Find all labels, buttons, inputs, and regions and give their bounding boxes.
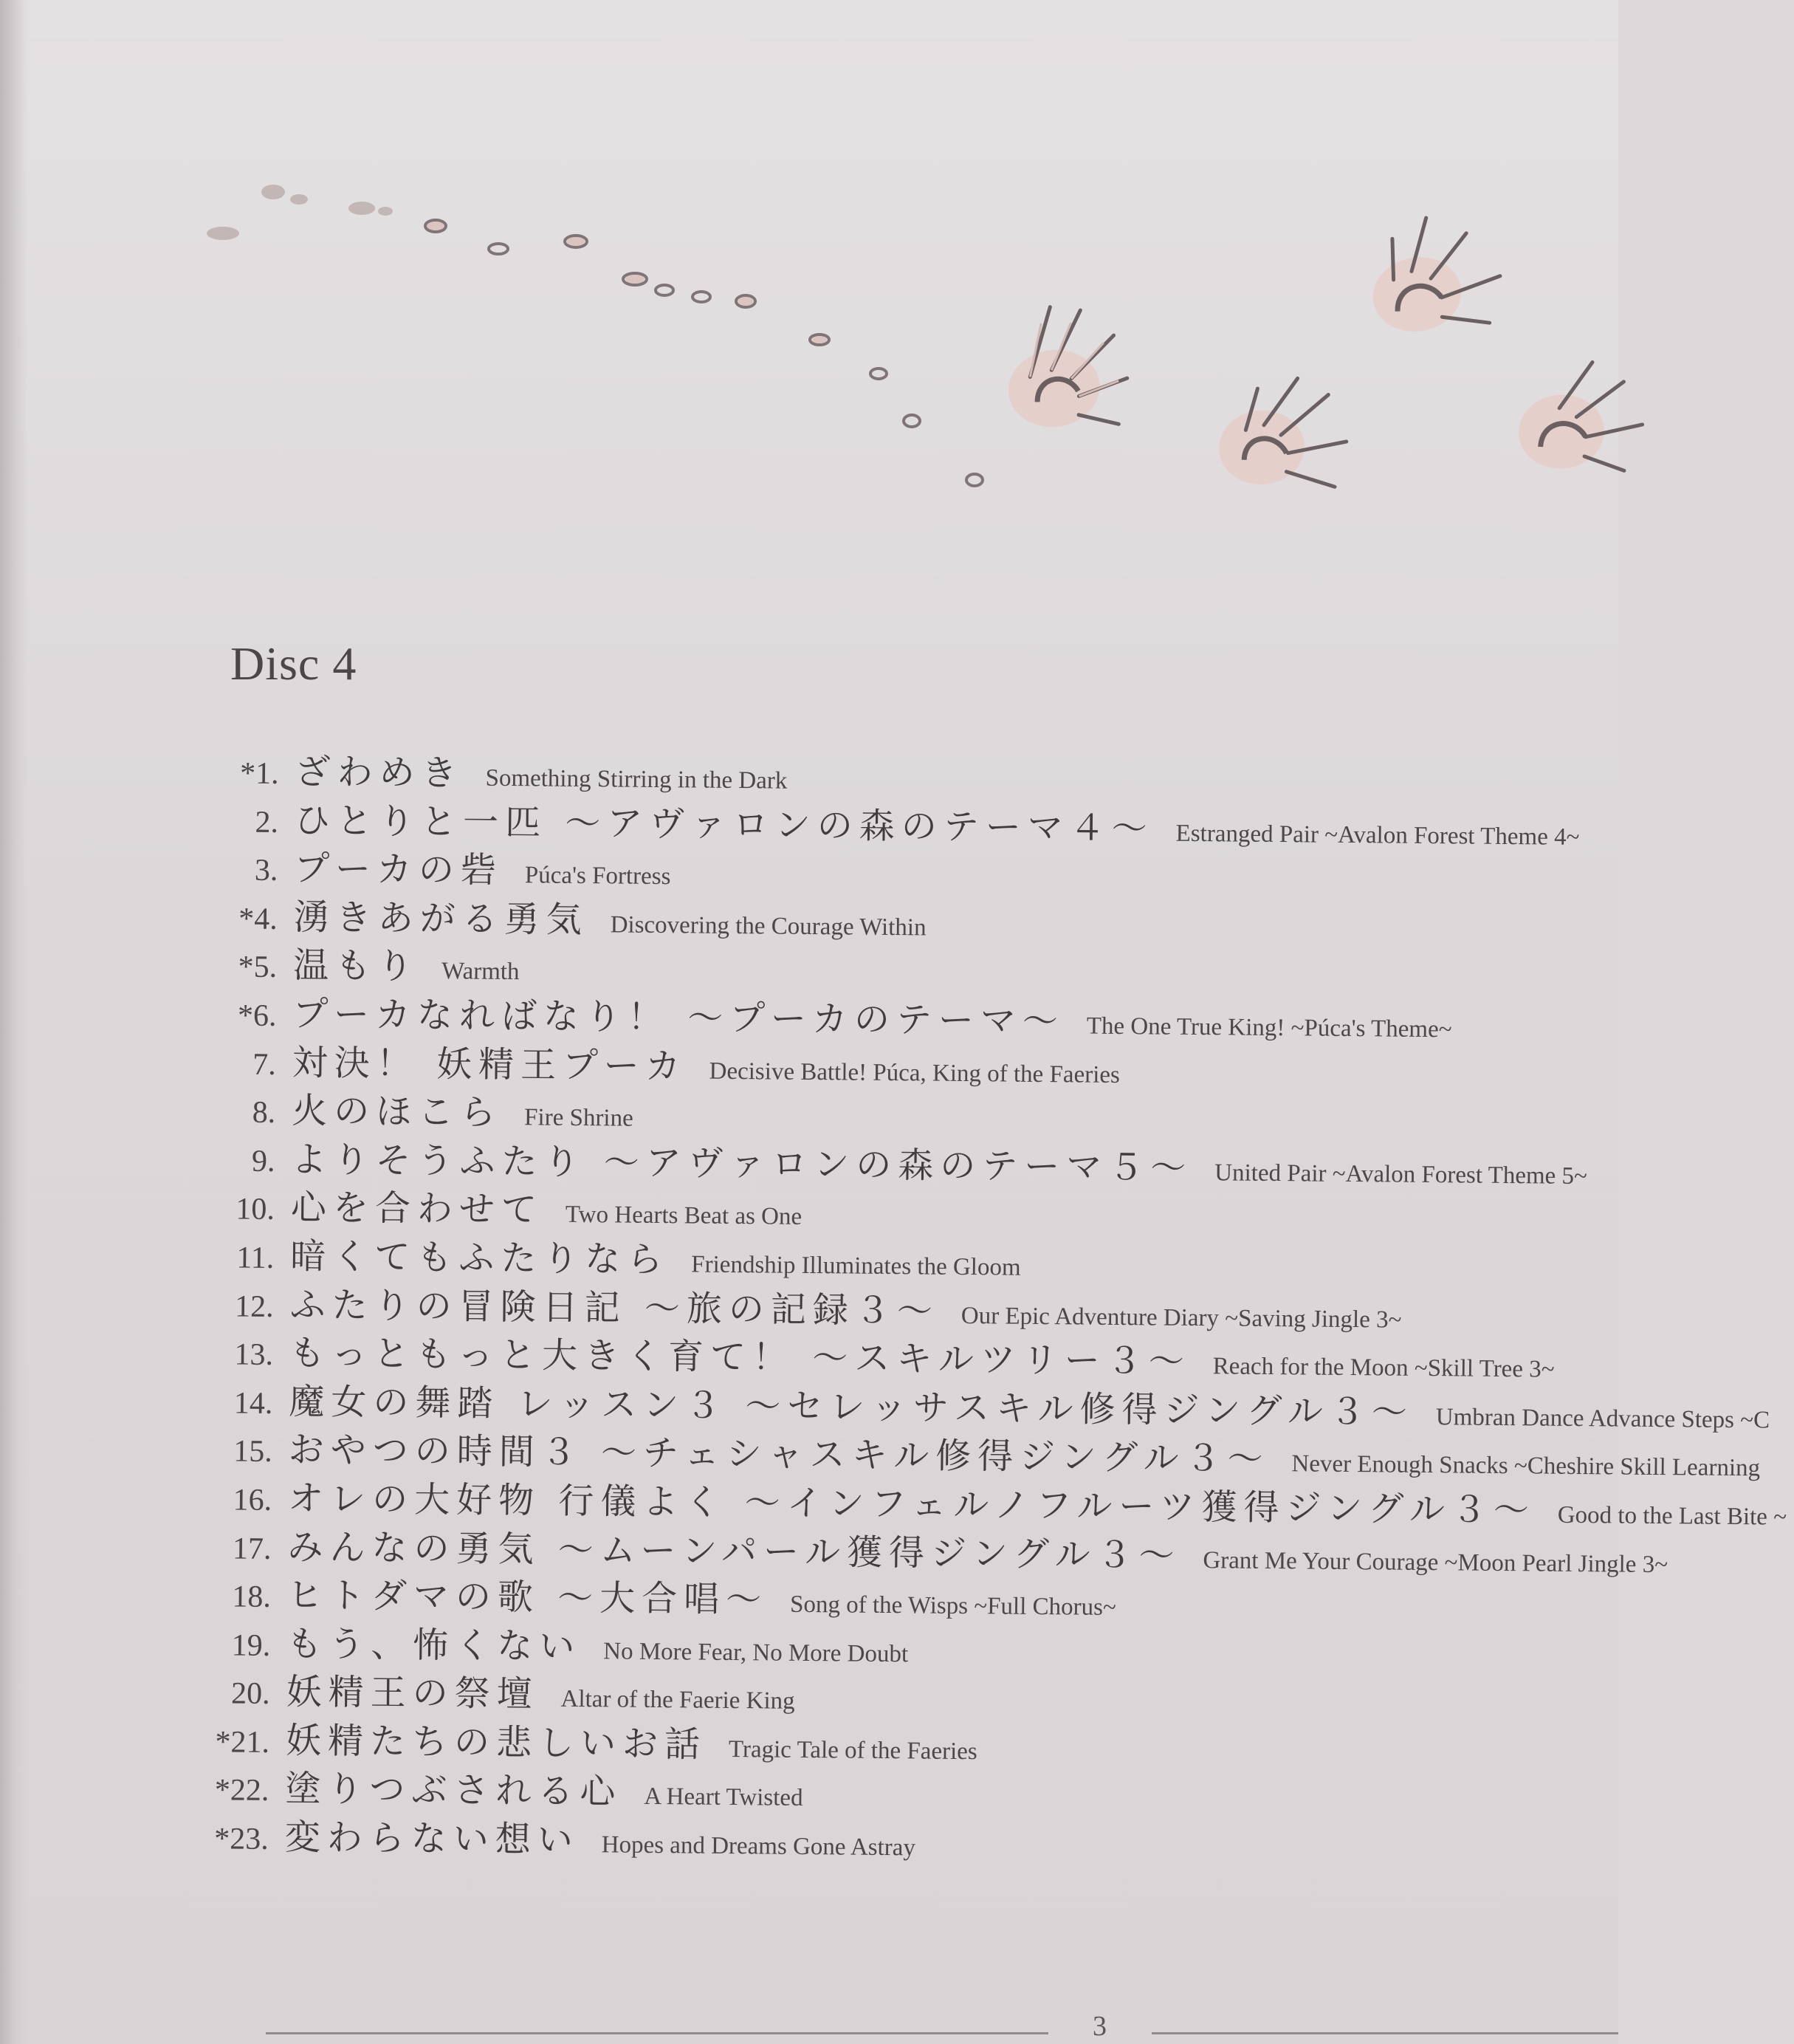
track-title-english: No More Fear, No More Doubt [603,1637,909,1667]
track-title-english: Altar of the Faerie King [560,1686,795,1715]
track-title-japanese: 心を合わせて [290,1187,544,1231]
track-title-english: Estranged Pair ~Avalon Forest Theme 4~ [1175,820,1580,851]
track-number: 20. [230,1676,270,1712]
track-title-english: Good to the Last Bite ~ [1557,1501,1787,1531]
track-title-english: Púca's Fortress [524,862,671,891]
track-title-japanese: もう、怖くない [286,1622,582,1667]
track-title-japanese: 塗りつぶされる心 [285,1768,622,1814]
track-title-english: Decisive Battle! Púca, King of the Faeries [709,1057,1121,1088]
track-title-english: Warmth [441,958,520,986]
track-title-japanese: 火のほこら [291,1090,503,1134]
track-title-japanese: 妖精王の祭壇 [286,1671,539,1715]
track-title-japanese: オレの大好物 行儀よく 〜インフェルノフルーツ獲得ジングル３〜 [287,1478,1536,1532]
track-number: 7. [252,1047,277,1082]
track-title-english: Discovering the Courage Within [610,911,927,942]
claw-print-3 [1361,207,1508,342]
track-title-japanese: おやつの時間３ 〜チェシャスキル修得ジングル３〜 [288,1429,1270,1481]
disc-title: Disc 4 [230,637,357,690]
track-number: 14. [233,1386,273,1421]
paw-prints-illustration [192,170,1618,539]
track-title-japanese: 湧きあがる勇気 [293,896,588,941]
track-number: *22. [214,1773,269,1808]
track-title-japanese: 暗くてもふたりなら [290,1235,670,1281]
page-binding-shadow [0,0,28,2044]
track-number: 8. [252,1095,276,1131]
page-number: 3 [1093,2011,1107,2042]
track-title-japanese: プーカなればなり！ 〜プーカのテーマ〜 [292,993,1065,1043]
track-number: *5. [238,950,278,985]
track-number: 16. [233,1483,272,1517]
track-number: *23. [214,1822,269,1857]
track-title-japanese: 変わらない想い [284,1817,580,1862]
track-number: 11. [236,1241,275,1275]
track-number: 18. [232,1580,272,1615]
track-number: *21. [215,1725,270,1760]
track-title-english: The One True King! ~Púca's Theme~ [1086,1012,1452,1043]
track-title-japanese: よりそうふたり 〜アヴァロンの森のテーマ５〜 [291,1138,1193,1189]
track-title-english: Something Stirring in the Dark [485,764,788,795]
track-title-japanese: 温もり [292,944,420,988]
track-title-english: Our Epic Adventure Diary ~Saving Jingle 3~ [960,1302,1402,1334]
track-number: *4. [238,902,278,936]
track-title-english: Fire Shrine [523,1104,633,1132]
track-title-english: Umbran Dance Advance Steps ~C [1435,1403,1770,1434]
track-title-english: Never Enough Snacks ~Cheshire Skill Learning [1291,1450,1761,1482]
footer-rule-right [1152,2032,1618,2034]
claw-print-4 [1513,358,1646,479]
track-number: 13. [234,1337,274,1373]
track-title-japanese: ふたりの冒険日記 〜旅の記録３〜 [289,1283,940,1332]
track-number: 15. [233,1434,272,1469]
claw-print-1 [997,298,1133,439]
track-title-english: Reach for the Moon ~Skill Tree 3~ [1212,1353,1555,1383]
track-title-japanese: ひとりと一匹 〜アヴァロンの森のテーマ４〜 [294,799,1154,850]
track-number: *1. [239,756,279,792]
track-title-english: Song of the Wisps ~Full Chorus~ [789,1591,1116,1622]
track-title-japanese: 対決！ 妖精王プーカ [292,1041,687,1087]
track-number: *6. [237,998,277,1033]
track-number: 10. [236,1192,275,1227]
track-number: 19. [231,1628,271,1663]
track-title-english: A Heart Twisted [644,1783,803,1812]
footer-rule-left [266,2032,1048,2034]
track-title-english: Two Hearts Beat as One [565,1201,803,1231]
track-title-english: United Pair ~Avalon Forest Theme 5~ [1214,1159,1588,1190]
track-number: 2. [255,805,279,840]
track-title-english: Tragic Tale of the Faeries [728,1735,977,1766]
claw-print-2 [1214,375,1350,495]
track-title-japanese: もっともっと大きく育て！ 〜スキルツリー３〜 [289,1332,1192,1383]
track-title-japanese: ざわめき [295,751,464,795]
track-list [189,742,1787,1870]
track-title-japanese: ヒトダマの歌 〜大合唱〜 [286,1574,769,1621]
track-number: 3. [254,853,278,888]
track-title-japanese: みんなの勇気 〜ムーンパール獲得ジングル３〜 [287,1526,1181,1577]
track-title-english: Grant Me Your Courage ~Moon Pearl Jingle 3~ [1203,1546,1668,1578]
track-number: 12. [234,1289,274,1324]
track-title-english: Friendship Illuminates the Gloom [691,1251,1021,1281]
track-number: 17. [232,1531,272,1566]
track-title-english: Hopes and Dreams Gone Astray [601,1831,916,1862]
track-number: 9. [251,1144,275,1179]
track-title-japanese: 魔女の舞踏 レッスン３ 〜セレッサスキル修得ジングル３〜 [289,1380,1415,1433]
track-title-japanese: プーカの砦 [294,848,504,892]
track-title-japanese: 妖精たちの悲しいお話 [285,1720,707,1766]
